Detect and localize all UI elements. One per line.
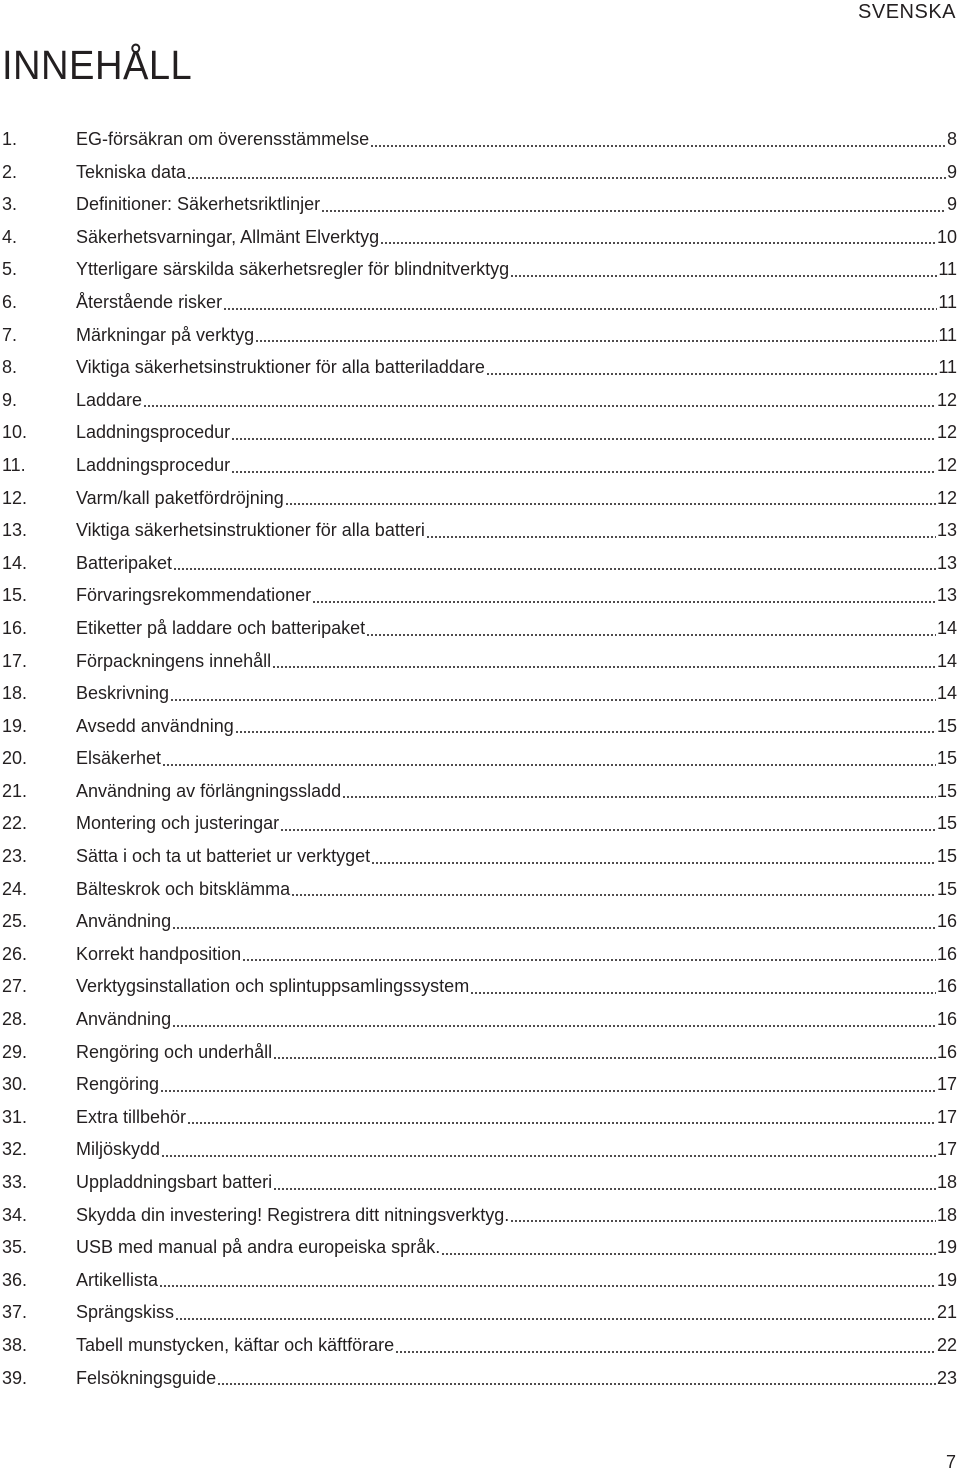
toc-entry-number: 32. (2, 1139, 28, 1160)
toc-entry[interactable] (2, 514, 957, 547)
toc-entry-title[interactable]: Laddningsprocedur (76, 454, 231, 475)
toc-dot-leader (161, 1139, 936, 1157)
toc-entry-number: 31. (2, 1106, 28, 1127)
toc-entry[interactable] (2, 1199, 957, 1232)
toc-entry-title[interactable]: Laddare (76, 389, 143, 410)
toc-entry[interactable] (2, 938, 957, 971)
toc-entry-page[interactable]: 15 (936, 748, 957, 769)
toc-entry-title[interactable]: Definitioner: Säkerhetsriktlinjer (76, 194, 321, 215)
toc-dot-leader (370, 129, 946, 147)
toc-entry-number: 8. (2, 357, 18, 378)
toc-entry-number: 23. (2, 846, 28, 867)
toc-entry-page[interactable]: 16 (936, 911, 957, 932)
toc-entry-page[interactable]: 15 (936, 878, 957, 899)
toc-entry[interactable] (2, 775, 957, 808)
toc-entry-title[interactable]: Montering och justeringar (76, 813, 280, 834)
toc-entry-page[interactable]: 11 (938, 324, 957, 345)
toc-entry-page[interactable]: 18 (936, 1204, 957, 1225)
toc-entry-title[interactable]: Viktiga säkerhetsinstruktioner för alla batteriladdare (76, 357, 485, 378)
toc-dot-leader (371, 846, 936, 864)
toc-entry-title[interactable]: Avsedd användning (76, 715, 234, 736)
toc-entry-number: 1. (2, 129, 18, 149)
toc-entry-number: 39. (2, 1367, 28, 1388)
toc-dot-leader (160, 1074, 936, 1092)
page-number: 7 (945, 1452, 956, 1472)
toc-entry-number: 27. (2, 976, 28, 997)
toc-entry-title[interactable]: Varm/kall paketfördröjning (76, 487, 284, 508)
toc-entry-page[interactable]: 14 (936, 683, 957, 704)
toc-entry-title[interactable]: Ytterligare särskilda säkerhetsregler för blindnitverktyg (76, 259, 510, 280)
toc-dot-leader (273, 1172, 936, 1190)
toc-entry-page[interactable]: 10 (936, 226, 957, 247)
toc-entry-title[interactable]: Beskrivning (76, 683, 170, 704)
toc-entry-title[interactable]: Batteripaket (76, 552, 173, 573)
toc-dot-leader (242, 943, 936, 961)
toc-entry-number: 35. (2, 1237, 28, 1258)
toc-entry[interactable] (2, 1329, 957, 1362)
toc-entry-number: 29. (2, 1041, 28, 1062)
toc-entry-page[interactable]: 15 (936, 846, 957, 867)
toc-entry-page[interactable]: 16 (936, 1041, 957, 1062)
toc-entry-number: 26. (2, 943, 28, 964)
toc-dot-leader (162, 748, 936, 766)
toc-entry-page[interactable]: 17 (936, 1074, 957, 1095)
toc-entry[interactable] (2, 482, 957, 515)
toc-entry[interactable] (2, 123, 957, 156)
toc-entry[interactable] (2, 221, 957, 254)
toc-entry-title[interactable]: USB med manual på andra europeiska språk. (76, 1237, 441, 1258)
toc-entry-number: 25. (2, 911, 28, 932)
toc-entry-title[interactable]: Uppladdningsbart batteri (76, 1172, 273, 1192)
toc-dot-leader (486, 357, 937, 375)
toc-entry-number: 12. (2, 487, 28, 508)
toc-dot-leader (470, 976, 936, 994)
toc-entry-page[interactable]: 8 (946, 129, 957, 149)
toc-entry-title[interactable]: Viktiga säkerhetsinstruktioner för alla batteri (76, 520, 425, 541)
toc-entry-title[interactable]: Märkningar på verktyg (76, 324, 255, 345)
toc-dot-leader (273, 1041, 936, 1059)
toc-entry-title[interactable]: Skydda din investering! Registrera ditt nitningsverktyg. (76, 1204, 510, 1225)
toc-entry-number: 6. (2, 291, 18, 312)
toc-dot-leader (217, 1367, 936, 1385)
toc-entry[interactable] (2, 416, 957, 449)
toc-entry-title[interactable]: EG-försäkran om överensstämmelse (76, 129, 370, 149)
toc-entry-page[interactable]: 23 (936, 1367, 957, 1388)
toc-entry-title[interactable]: Återstående risker (76, 291, 223, 312)
toc-entry-page[interactable]: 15 (936, 813, 957, 834)
toc-entry[interactable] (2, 319, 957, 352)
toc-dot-leader (272, 650, 936, 668)
toc-dot-leader (510, 259, 937, 277)
toc-entry-page[interactable]: 9 (946, 194, 957, 215)
toc-entry-page[interactable]: 17 (936, 1139, 957, 1160)
toc-entry[interactable] (2, 1068, 957, 1101)
toc-entry-title[interactable]: Förvaringsrekommendationer (76, 585, 312, 606)
toc-entry-page[interactable]: 21 (936, 1302, 957, 1323)
toc-entry-page[interactable]: 13 (936, 552, 957, 573)
toc-entry-number: 19. (2, 715, 28, 736)
toc-entry-number: 11. (2, 454, 26, 475)
toc-entry-title[interactable]: Tekniska data (76, 161, 187, 182)
toc-entry-page[interactable]: 11 (938, 291, 957, 312)
toc-entry-number: 33. (2, 1172, 28, 1192)
toc-entry-title[interactable]: Säkerhetsvarningar, Allmänt Elverktyg (76, 226, 380, 247)
toc-dot-leader (187, 1106, 936, 1124)
toc-entry-title[interactable]: Användning (76, 911, 172, 932)
toc-dot-leader (380, 226, 936, 244)
toc-entry-title[interactable]: Användning av förlängningssladd (76, 780, 342, 801)
toc-entry-page[interactable]: 13 (936, 585, 957, 606)
toc-dot-leader (173, 552, 936, 570)
toc-entry-page[interactable]: 16 (936, 976, 957, 997)
toc-entry-page[interactable]: 22 (936, 1334, 957, 1355)
toc-entry-page[interactable]: 14 (936, 650, 957, 671)
toc-entry[interactable] (2, 351, 957, 384)
toc-entry[interactable] (2, 1101, 957, 1134)
toc-entry-title[interactable]: Förpackningens innehåll (76, 650, 272, 671)
toc-entry-number: 5. (2, 259, 18, 280)
toc-entry-page[interactable]: 16 (936, 1009, 957, 1030)
toc-dot-leader (175, 1302, 936, 1320)
toc-entry[interactable] (2, 286, 957, 319)
toc-entry[interactable] (2, 547, 957, 580)
toc-dot-leader (172, 911, 936, 929)
toc-entry[interactable] (2, 1231, 957, 1264)
toc-dot-leader (280, 813, 936, 831)
toc-dot-leader (312, 585, 936, 603)
toc-entry[interactable] (2, 1362, 957, 1395)
toc-entry-title[interactable]: Rengöring och underhåll (76, 1041, 273, 1062)
toc-entry-page[interactable]: 17 (936, 1106, 957, 1127)
toc-entry-number: 38. (2, 1334, 28, 1355)
toc-entry-page[interactable]: 11 (938, 259, 957, 280)
toc-entry-number: 14. (2, 552, 28, 573)
toc-entry-number: 30. (2, 1074, 28, 1095)
toc-entry-title[interactable]: Miljöskydd (76, 1139, 161, 1160)
toc-entry[interactable] (2, 710, 957, 743)
toc-dot-leader (187, 161, 946, 179)
toc-dot-leader (231, 422, 936, 440)
toc-entry-title[interactable]: Rengöring (76, 1074, 160, 1095)
toc-entry[interactable] (2, 449, 957, 482)
toc-entry-number: 16. (2, 617, 28, 638)
toc-dot-leader (395, 1335, 936, 1353)
toc-dot-leader (510, 1204, 936, 1222)
toc-entry-page[interactable]: 19 (936, 1269, 957, 1290)
toc-entry-title[interactable]: Korrekt handposition (76, 943, 242, 964)
toc-entry-number: 34. (2, 1204, 28, 1225)
toc-dot-leader (172, 1009, 936, 1027)
page-title: INNEHÅLL (2, 42, 193, 88)
toc-entry-title[interactable]: Extra tillbehör (76, 1106, 187, 1127)
toc-dot-leader (285, 487, 936, 505)
toc-entry[interactable] (2, 970, 957, 1003)
toc-entry[interactable] (2, 677, 957, 710)
toc-entry-title[interactable]: Användning (76, 1009, 172, 1030)
toc-entry-page[interactable]: 19 (936, 1237, 957, 1258)
toc-entry[interactable] (2, 156, 957, 189)
toc-entry-title[interactable]: Etiketter på laddare och batteripaket (76, 617, 366, 638)
toc-entry[interactable] (2, 1264, 957, 1297)
toc-entry[interactable] (2, 905, 957, 938)
toc-entry-title[interactable]: Tabell munstycken, käftar och käftförare (76, 1334, 395, 1355)
toc-entry[interactable] (2, 1133, 957, 1166)
toc-dot-leader (441, 1237, 936, 1255)
toc-entry-title[interactable]: Sprängskiss (76, 1302, 175, 1323)
toc-dot-leader (231, 455, 936, 473)
toc-entry-number: 18. (2, 683, 28, 704)
toc-entry-number: 20. (2, 748, 28, 769)
toc-entry-number: 22. (2, 813, 28, 834)
toc-entry-title[interactable]: Sätta i och ta ut batteriet ur verktyget (76, 846, 371, 867)
toc-entry[interactable] (2, 645, 957, 678)
toc-dot-leader (223, 292, 937, 310)
toc-entry-page[interactable]: 18 (936, 1172, 957, 1192)
toc-dot-leader (366, 618, 936, 636)
toc-entry-page[interactable]: 12 (936, 487, 957, 508)
toc-entry[interactable] (2, 807, 957, 840)
toc-entry-number: 2. (2, 161, 18, 182)
toc-dot-leader (291, 878, 936, 896)
toc-entry-page[interactable]: 16 (936, 943, 957, 964)
toc-entry-number: 24. (2, 878, 28, 899)
toc-entry-number: 15. (2, 585, 28, 606)
toc-dot-leader (426, 520, 936, 538)
toc-entry-page[interactable]: 11 (938, 357, 957, 378)
toc-entry-number: 4. (2, 226, 18, 247)
toc-entry-number: 17. (2, 650, 28, 671)
toc-entry[interactable] (2, 612, 957, 645)
toc-entry-number: 7. (2, 324, 18, 345)
toc-entry-number: 3. (2, 194, 18, 215)
toc-entry-title[interactable]: Artikellista (76, 1269, 159, 1290)
toc-dot-leader (342, 780, 936, 798)
toc-entry-number: 9. (2, 389, 18, 410)
toc-entry-title[interactable]: Verktygsinstallation och splintuppsamlingssystem (76, 976, 470, 997)
toc-entry[interactable] (2, 873, 957, 906)
toc-entry-title[interactable]: Felsökningsguide (76, 1367, 217, 1388)
toc-entry[interactable] (2, 188, 957, 221)
toc-entry[interactable] (2, 742, 957, 775)
toc-entry[interactable] (2, 840, 957, 873)
toc-entry-page[interactable]: 12 (936, 454, 957, 475)
toc-entry-title[interactable]: Laddningsprocedur (76, 422, 231, 443)
toc-dot-leader (321, 194, 946, 212)
toc-entry[interactable] (2, 1166, 957, 1199)
toc-entry-number: 37. (2, 1302, 28, 1323)
toc-entry-number: 36. (2, 1269, 28, 1290)
toc-entry[interactable] (2, 1036, 957, 1069)
toc-entry-title[interactable]: Bälteskrok och bitsklämma (76, 878, 291, 899)
language-label: SVENSKA (858, 1, 956, 23)
toc-entry-page[interactable]: 13 (936, 520, 957, 541)
toc-dot-leader (170, 683, 936, 701)
toc-dot-leader (255, 324, 937, 342)
toc-entry-page[interactable]: 12 (936, 422, 957, 443)
toc-entry-page[interactable]: 12 (936, 389, 957, 410)
toc-entry[interactable] (2, 384, 957, 417)
toc-entry-page[interactable]: 15 (936, 780, 957, 801)
toc-entry-number: 13. (2, 520, 28, 541)
toc-dot-leader (143, 389, 936, 407)
toc-dot-leader (159, 1269, 936, 1287)
toc-entry[interactable] (2, 1296, 957, 1329)
toc-entry[interactable] (2, 253, 957, 286)
toc-entry-number: 28. (2, 1009, 28, 1030)
toc-entry-page[interactable]: 9 (946, 161, 957, 182)
toc-entry-number: 10. (2, 422, 28, 443)
table-of-contents (2, 123, 957, 1394)
toc-entry-title[interactable]: Elsäkerhet (76, 748, 162, 769)
toc-entry-page[interactable]: 15 (936, 715, 957, 736)
toc-entry-page[interactable]: 14 (936, 617, 957, 638)
toc-dot-leader (235, 715, 936, 733)
toc-entry[interactable] (2, 1003, 957, 1036)
toc-entry[interactable] (2, 579, 957, 612)
toc-entry-number: 21. (2, 780, 28, 801)
